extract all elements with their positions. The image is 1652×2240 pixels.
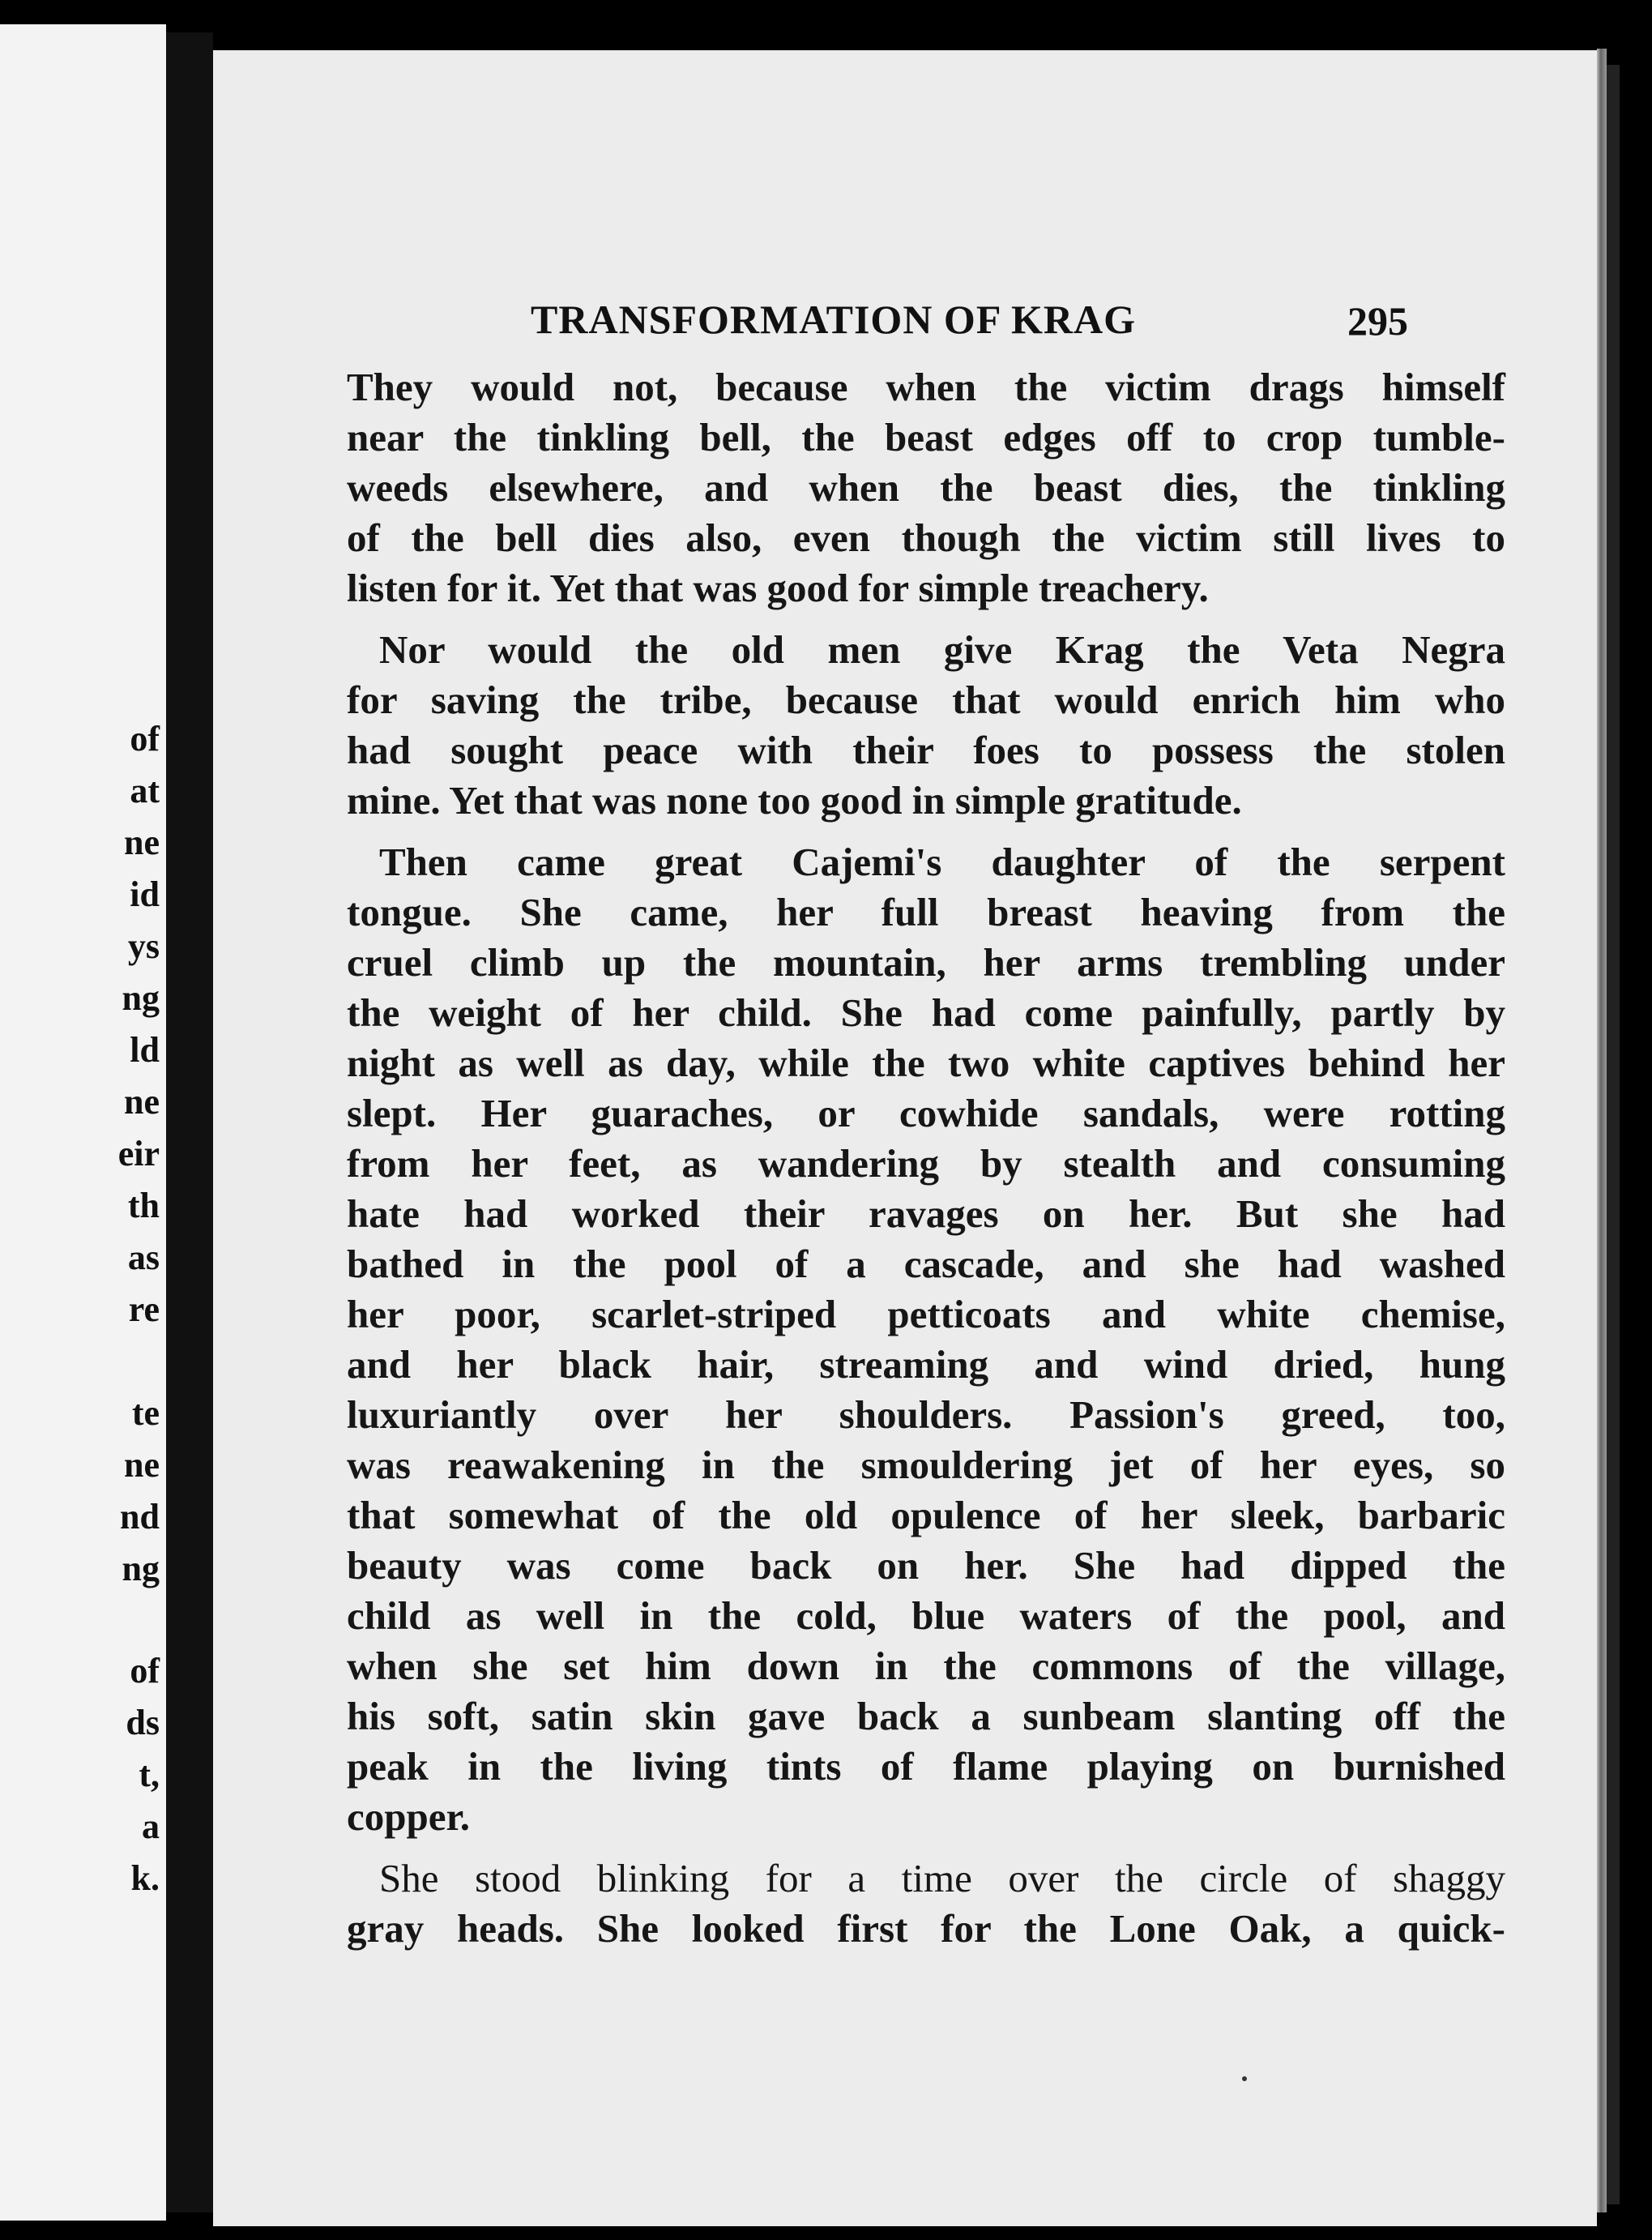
previous-page-fragment: ne [124, 1445, 160, 1485]
previous-page-fragment: re [128, 1289, 160, 1329]
previous-page-fragment: ng [122, 1549, 160, 1588]
text-line: tongue. She came, her full breast heaving from the [347, 890, 1505, 934]
text-line: luxuriantly over her shoulders. Passion's greed, too, [347, 1392, 1505, 1437]
text-line: and her black hair, streaming and wind dried, hung [347, 1342, 1505, 1387]
book-page [213, 50, 1597, 2226]
paragraph [347, 1853, 1505, 1954]
previous-page-fragment: of [130, 719, 160, 759]
text-line: was reawakening in the smouldering jet of her eyes, so [347, 1443, 1505, 1487]
previous-page-fragment: te [131, 1393, 160, 1433]
previous-page-edge [0, 24, 166, 2221]
text-line: his soft, satin skin gave back a sunbeam slanting off the [347, 1694, 1505, 1738]
previous-page-fragment: as [127, 1238, 160, 1277]
text-line: when she set him down in the commons of the village, [347, 1644, 1505, 1688]
paragraph [347, 625, 1505, 826]
text-line: Nor would the old men give Krag the Veta Negra [379, 627, 1505, 672]
running-header-title: TRANSFORMATION OF KRAG [531, 297, 1136, 342]
text-line: from her feet, as wandering by stealth and consuming [347, 1141, 1505, 1186]
previous-page-fragment: t, [139, 1755, 160, 1794]
page-fore-edge [1597, 49, 1607, 2212]
text-line: cruel climb up the mountain, her arms trembling under [347, 940, 1505, 985]
previous-page-fragment: th [127, 1186, 160, 1225]
text-line: beauty was come back on her. She had dipped the [347, 1543, 1505, 1588]
text-line: copper. [347, 1794, 471, 1839]
text-line: peak in the living tints of flame playing on burnished [347, 1744, 1505, 1789]
paragraph [347, 362, 1505, 613]
previous-page-fragment: nd [120, 1497, 160, 1537]
page-number: 295 [1347, 298, 1408, 344]
previous-page-fragment: ne [124, 823, 160, 862]
previous-page-fragment: a [142, 1806, 160, 1846]
text-line: the weight of her child. She had come painfully, partly by [347, 990, 1505, 1035]
text-line: that somewhat of the old opulence of her sleek, barbaric [347, 1493, 1505, 1537]
text-line: child as well in the cold, blue waters of the pool, and [347, 1593, 1505, 1638]
text-line: gray heads. She looked first for the Lone Oak, a quick- [347, 1906, 1505, 1951]
page-fore-edge-shadow [1607, 65, 1620, 2204]
previous-page-fragment: of [130, 1651, 160, 1691]
text-line: had sought peace with their foes to possess the stolen [347, 728, 1505, 772]
text-line: for saving the tribe, because that would enrich him who [347, 678, 1505, 722]
previous-page-fragment: eir [117, 1134, 160, 1173]
book-gutter [166, 32, 213, 2212]
text-line: night as well as day, while the two white captives behind her [347, 1041, 1505, 1085]
text-line: of the bell dies also, even though the victim still lives to [347, 515, 1505, 560]
previous-page-fragment: ng [122, 978, 160, 1018]
text-line: near the tinkling bell, the beast edges off to crop tumble- [347, 415, 1505, 460]
text-line: mine. Yet that was none too good in simple gratitude. [347, 778, 1242, 823]
text-line: weeds elsewhere, and when the beast dies, the tinkling [347, 465, 1505, 510]
body-text [347, 362, 1505, 1954]
previous-page-fragment: ys [127, 926, 160, 966]
previous-page-fragment: ne [124, 1082, 160, 1122]
previous-page-fragment: k. [130, 1858, 160, 1898]
text-line: She stood blinking for a time over the circle of shaggy [379, 1856, 1505, 1900]
text-line: listen for it. Yet that was good for simple treachery. [347, 566, 1209, 610]
text-line: bathed in the pool of a cascade, and she had washed [347, 1242, 1505, 1286]
text-line: her poor, scarlet-striped petticoats and white chemise, [347, 1292, 1505, 1336]
ink-speck [1242, 2076, 1247, 2081]
previous-page-fragment: at [130, 771, 160, 810]
previous-page-fragment: ds [126, 1703, 160, 1742]
previous-page-fragment: ld [130, 1030, 160, 1070]
text-line: hate had worked their ravages on her. But she had [347, 1191, 1505, 1236]
running-header [213, 296, 1597, 353]
paragraph [347, 837, 1505, 1842]
previous-page-fragment: id [130, 874, 160, 914]
text-line: Then came great Cajemi's daughter of the serpent [379, 840, 1505, 884]
text-line: They would not, because when the victim drags himself [347, 365, 1505, 409]
text-line: slept. Her guaraches, or cowhide sandals, were rotting [347, 1091, 1505, 1135]
